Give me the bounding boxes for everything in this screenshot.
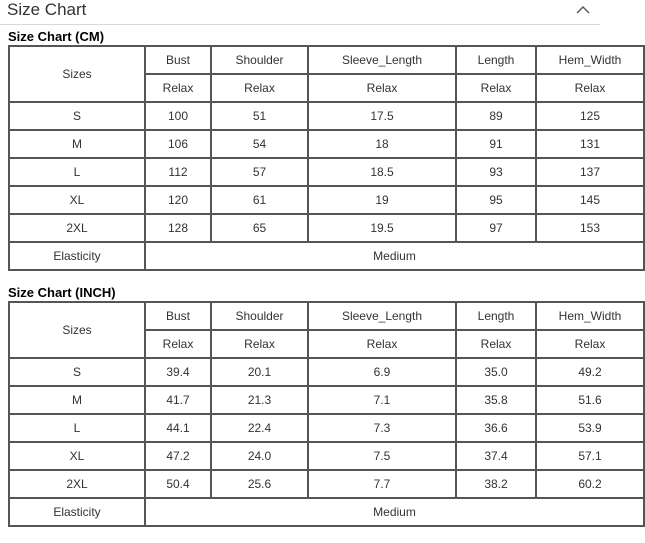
subheader-cell: Relax <box>145 330 211 358</box>
column-header-length: Length <box>456 302 536 330</box>
size-cell: 2XL <box>9 470 145 498</box>
table-cell: 36.6 <box>456 414 536 442</box>
subheader-cell: Relax <box>536 330 644 358</box>
elasticity-row <box>9 498 644 526</box>
table-cell: 89 <box>456 102 536 130</box>
size-cell: 2XL <box>9 214 145 242</box>
chevron-up-icon[interactable] <box>575 4 591 16</box>
subheader-cell: Relax <box>145 74 211 102</box>
table-cell: 41.7 <box>145 386 211 414</box>
table-cell: 93 <box>456 158 536 186</box>
table-cell: 120 <box>145 186 211 214</box>
table-cell: 128 <box>145 214 211 242</box>
table-cell: 53.9 <box>536 414 644 442</box>
size-cell: M <box>9 386 145 414</box>
size-table-inch <box>8 301 645 527</box>
subheader-cell: Relax <box>211 330 308 358</box>
table-row <box>9 102 644 130</box>
table-cell: 131 <box>536 130 644 158</box>
elasticity-value: Medium <box>145 242 644 270</box>
column-header-sizes: Sizes <box>9 46 145 102</box>
table-cell: 44.1 <box>145 414 211 442</box>
table-row <box>9 414 644 442</box>
size-cell: XL <box>9 186 145 214</box>
table-cell: 100 <box>145 102 211 130</box>
elasticity-label: Elasticity <box>9 498 145 526</box>
size-cell: M <box>9 130 145 158</box>
table-cell: 106 <box>145 130 211 158</box>
elasticity-label: Elasticity <box>9 242 145 270</box>
table-cell: 21.3 <box>211 386 308 414</box>
column-header-hem-width: Hem_Width <box>536 46 644 74</box>
table-cell: 39.4 <box>145 358 211 386</box>
table-cell: 125 <box>536 102 644 130</box>
column-header-sleeve-length: Sleeve_Length <box>308 302 456 330</box>
column-header-length: Length <box>456 46 536 74</box>
column-header-sleeve-length: Sleeve_Length <box>308 46 456 74</box>
section-title-cm: Size Chart (CM) <box>8 29 105 44</box>
table-cell: 7.3 <box>308 414 456 442</box>
table-row <box>9 214 644 242</box>
table-cell: 65 <box>211 214 308 242</box>
table-cell: 17.5 <box>308 102 456 130</box>
subheader-cell: Relax <box>456 330 536 358</box>
table-cell: 153 <box>536 214 644 242</box>
table-cell: 60.2 <box>536 470 644 498</box>
table-cell: 20.1 <box>211 358 308 386</box>
table-cell: 57.1 <box>536 442 644 470</box>
table-cell: 137 <box>536 158 644 186</box>
column-header-sizes: Sizes <box>9 302 145 358</box>
size-table-cm <box>8 45 645 271</box>
table-header-row <box>9 46 644 74</box>
table-cell: 54 <box>211 130 308 158</box>
table-cell: 24.0 <box>211 442 308 470</box>
table-cell: 47.2 <box>145 442 211 470</box>
size-cell: XL <box>9 442 145 470</box>
table-cell: 35.0 <box>456 358 536 386</box>
elasticity-value: Medium <box>145 498 644 526</box>
size-cell: S <box>9 358 145 386</box>
size-chart-header[interactable] <box>0 0 600 25</box>
table-row <box>9 130 644 158</box>
table-cell: 35.8 <box>456 386 536 414</box>
table-row <box>9 158 644 186</box>
table-header-row <box>9 302 644 330</box>
table-row <box>9 358 644 386</box>
size-cell: S <box>9 102 145 130</box>
elasticity-row <box>9 242 644 270</box>
table-cell: 97 <box>456 214 536 242</box>
table-cell: 95 <box>456 186 536 214</box>
table-row <box>9 186 644 214</box>
column-header-bust: Bust <box>145 46 211 74</box>
size-cell: L <box>9 158 145 186</box>
subheader-cell: Relax <box>308 330 456 358</box>
table-cell: 7.7 <box>308 470 456 498</box>
size-cell: L <box>9 414 145 442</box>
table-cell: 50.4 <box>145 470 211 498</box>
table-row <box>9 470 644 498</box>
column-header-bust: Bust <box>145 302 211 330</box>
table-cell: 25.6 <box>211 470 308 498</box>
subheader-cell: Relax <box>308 74 456 102</box>
table-cell: 145 <box>536 186 644 214</box>
subheader-cell: Relax <box>536 74 644 102</box>
table-cell: 37.4 <box>456 442 536 470</box>
column-header-hem-width: Hem_Width <box>536 302 644 330</box>
table-cell: 61 <box>211 186 308 214</box>
table-cell: 112 <box>145 158 211 186</box>
column-header-shoulder: Shoulder <box>211 46 308 74</box>
table-cell: 57 <box>211 158 308 186</box>
table-cell: 7.1 <box>308 386 456 414</box>
page-title: Size Chart <box>7 0 87 19</box>
table-cell: 19.5 <box>308 214 456 242</box>
table-row <box>9 386 644 414</box>
subheader-cell: Relax <box>456 74 536 102</box>
table-cell: 38.2 <box>456 470 536 498</box>
table-cell: 18 <box>308 130 456 158</box>
table-cell: 18.5 <box>308 158 456 186</box>
table-cell: 19 <box>308 186 456 214</box>
section-title-inch: Size Chart (INCH) <box>8 285 116 300</box>
column-header-shoulder: Shoulder <box>211 302 308 330</box>
subheader-cell: Relax <box>211 74 308 102</box>
table-cell: 7.5 <box>308 442 456 470</box>
table-cell: 51 <box>211 102 308 130</box>
table-cell: 6.9 <box>308 358 456 386</box>
table-cell: 91 <box>456 130 536 158</box>
table-cell: 49.2 <box>536 358 644 386</box>
table-cell: 51.6 <box>536 386 644 414</box>
table-cell: 22.4 <box>211 414 308 442</box>
table-row <box>9 442 644 470</box>
